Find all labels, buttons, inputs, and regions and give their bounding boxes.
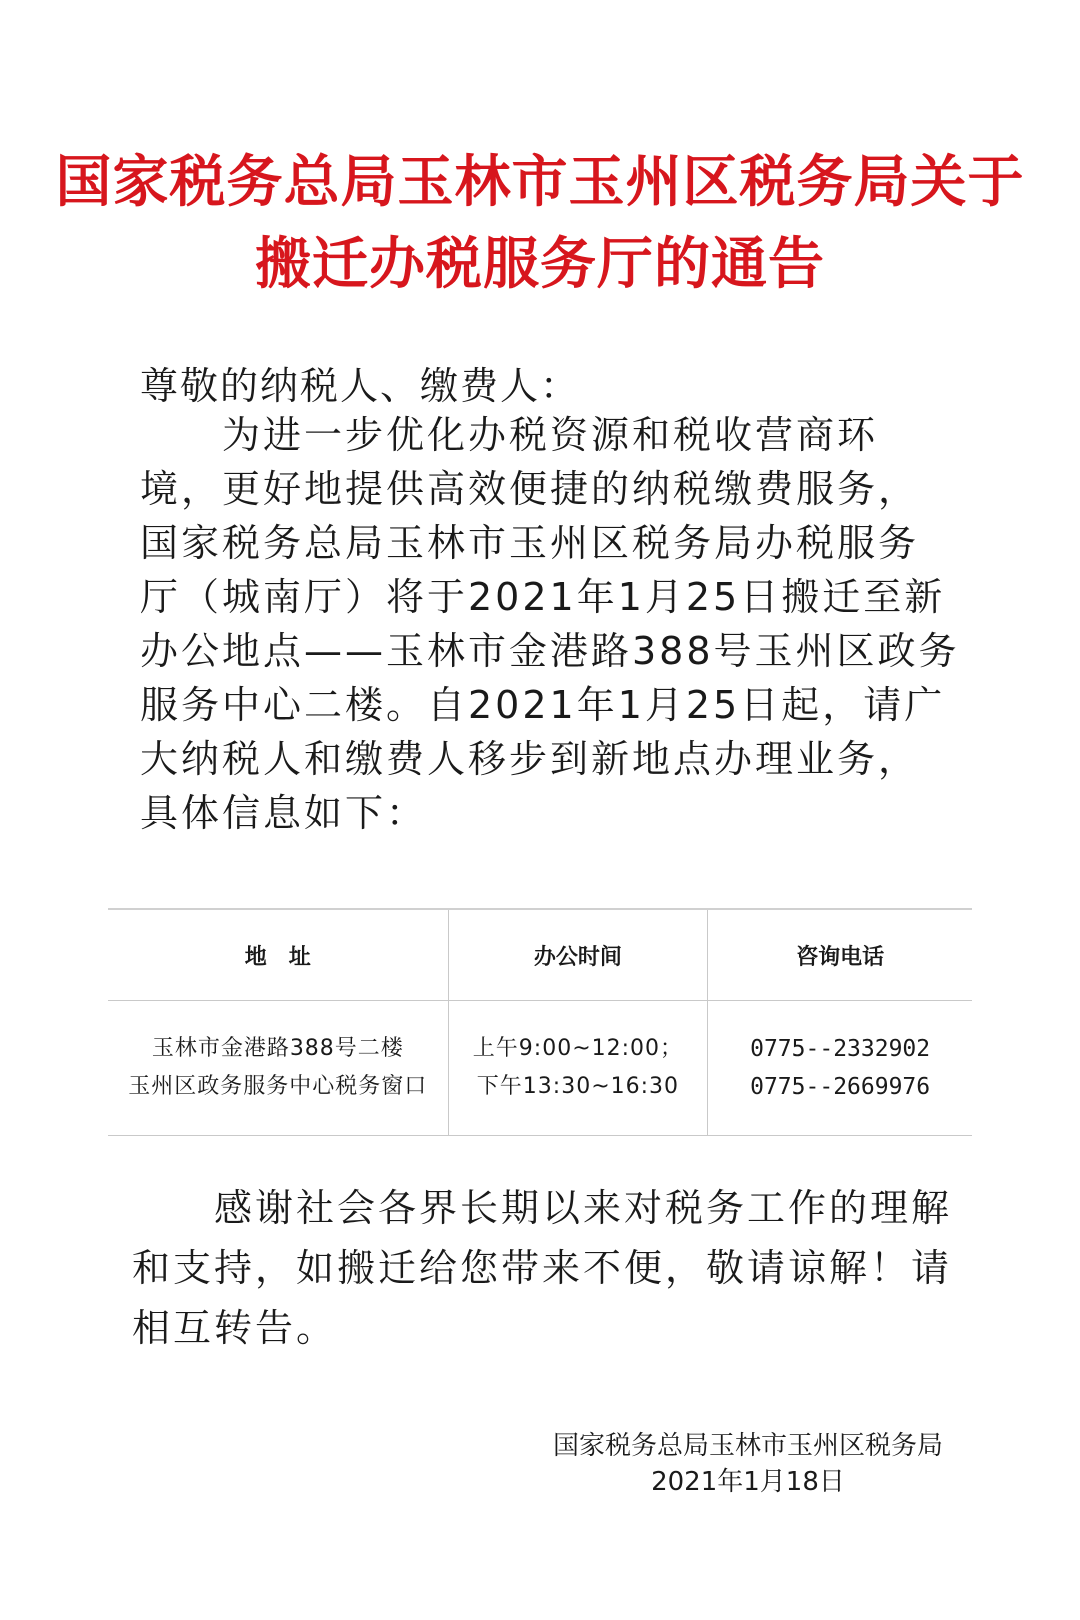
header-address: 地 址: [108, 909, 448, 1001]
body-line: 境，更好地提供高效便捷的纳税缴费服务，: [140, 467, 920, 511]
cell-phone: [708, 1001, 972, 1136]
body-line: 为进一步优化办税资源和税收营商环: [140, 413, 879, 457]
salutation: 尊敬的纳税人、缴费人：: [140, 364, 581, 408]
office-info-table: [108, 908, 972, 1136]
body-line: 厅（城南厅）将于2021年1月25日搬迁至新: [140, 575, 946, 619]
notice-title-line-2: 搬迁办税服务厅的通告: [255, 231, 825, 297]
closing-paragraph: [132, 1178, 952, 1358]
phone-line: 0775--2669976: [750, 1074, 931, 1100]
address-line: 玉林市金港路388号二楼: [151, 1036, 404, 1061]
closing-line: 和支持，如搬迁给您带来不便，敬请谅解！请: [132, 1246, 953, 1290]
closing-line: 相互转告。: [132, 1306, 338, 1350]
body-line: 办公地点——玉林市金港路388号玉州区政务: [140, 629, 960, 673]
phone-line: 0775--2332902: [750, 1036, 931, 1062]
notice-title-line-1: 国家税务总局玉林市玉州区税务局关于: [55, 149, 1025, 215]
signature-block: [538, 1428, 958, 1500]
cell-hours: [448, 1001, 708, 1136]
body-line: 国家税务总局玉林市玉州区税务局办税服务: [140, 521, 920, 565]
table-row: [108, 1001, 972, 1136]
notice-body: [140, 408, 960, 840]
address-line: 玉州区政务服务中心税务窗口: [128, 1074, 428, 1099]
signature-org: 国家税务总局玉林市玉州区税务局: [552, 1431, 943, 1461]
body-line: 大纳税人和缴费人移步到新地点办理业务，: [140, 737, 920, 781]
signature-date: 2021年1月18日: [651, 1467, 845, 1497]
hours-line: 上午9:00~12:00；: [472, 1036, 684, 1061]
header-phone: 咨询电话: [708, 909, 972, 1001]
closing-line: 感谢社会各界长期以来对税务工作的理解: [132, 1186, 953, 1230]
hours-line: 下午13:30~16:30: [476, 1074, 680, 1099]
header-hours: 办公时间: [448, 909, 708, 1001]
table-header-row: [108, 909, 972, 1001]
cell-address: [108, 1001, 448, 1136]
body-line: 服务中心二楼。自2021年1月25日起，请广: [140, 683, 946, 727]
body-line: 具体信息如下：: [140, 791, 428, 835]
